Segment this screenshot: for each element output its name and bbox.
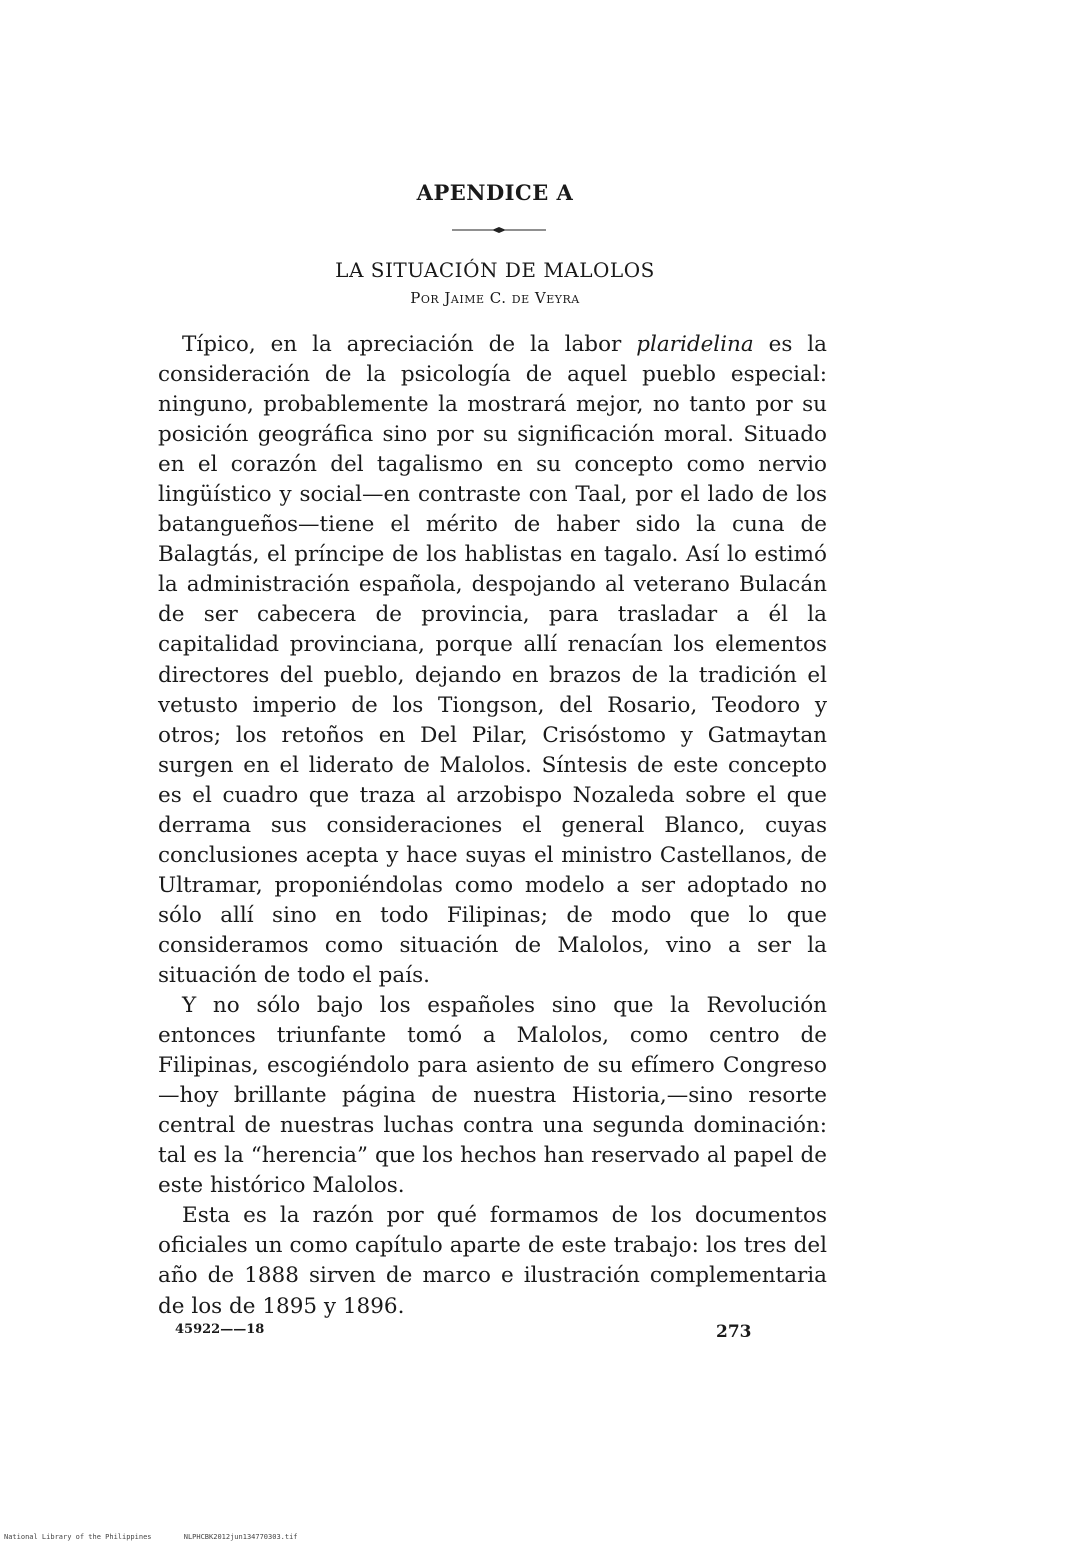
printer-signature: 45922——18 bbox=[175, 1322, 265, 1337]
ornament-divider bbox=[452, 225, 546, 235]
body-text bbox=[158, 330, 827, 1322]
paragraph-2: Y no sólo bajo los españoles sino que la Revolución entonces triunfante tomó a Malolos, como centro de Filipinas, escogiéndolo para asiento de su efímero Congreso—hoy brillante página de nuestra Historia,—sino resorte central de nuestras luchas contra una segunda dominación: tal es la “herencia” que los hechos han reservado al papel de este histórico Malolos. bbox=[158, 993, 827, 1199]
appendix-title: APENDICE A bbox=[416, 180, 574, 205]
author-byline: Por Jaime C. de Veyra bbox=[410, 289, 580, 307]
scan-footer bbox=[4, 1533, 326, 1541]
paragraph-1: Típico, en la apreciación de la labor plaridelina es la consideración de la psicología de aquel pueblo especial: ninguno, probablemente la mostrará mejor, no tanto por su posición geográfica sino por su significación moral. Situado en el corazón del tagalismo en su concepto como nervio lingüístico y social—en contraste con Taal, por el lado de los batangueños—tiene el mérito de haber sido la cuna de Balagtás, el príncipe de los hablistas en tagalo. Así lo estimó la administración española, despojando al veterano Bulacán de ser cabecera de provincia, para trasladar a él la capitalidad provinciana, porque allí renacían los elementos directores del pueblo, dejando en brazos de la tradición el vetusto imperio de los Tiongson, del Rosario, Teodoro y otros; los retoños en Del Pilar, Crisóstomo y Gatmaytan surgen en el liderato de Malolos. Síntesis de este concepto es el cuadro que traza al arzobispo Nozaleda sobre el que derrama sus consideraciones el general Blanco, cuyas conclusiones acepta y hace suyas el ministro Castellanos, de Ultramar, proponiéndolas como modelo a ser adoptado no sólo allí sino en todo Filipinas; de modo que lo que consideramos como situación de Malolos, vino a ser la situación de todo el país. bbox=[158, 332, 827, 988]
page-number: 273 bbox=[716, 1322, 752, 1342]
section-title: LA SITUACIÓN DE MALOLOS bbox=[335, 258, 655, 282]
library-credit: National Library of the Philippines bbox=[4, 1533, 152, 1541]
italic-term: plaridelina bbox=[636, 332, 754, 357]
paragraph-3: Esta es la razón por qué formamos de los documentos oficiales un como capítulo aparte de este trabajo: los tres del año de 1888 sirven de marco e ilustración complementaria de los de 1895 y 1896. bbox=[158, 1203, 827, 1319]
file-identifier: NLPHCBK2012jun134770303.tif bbox=[183, 1533, 298, 1541]
